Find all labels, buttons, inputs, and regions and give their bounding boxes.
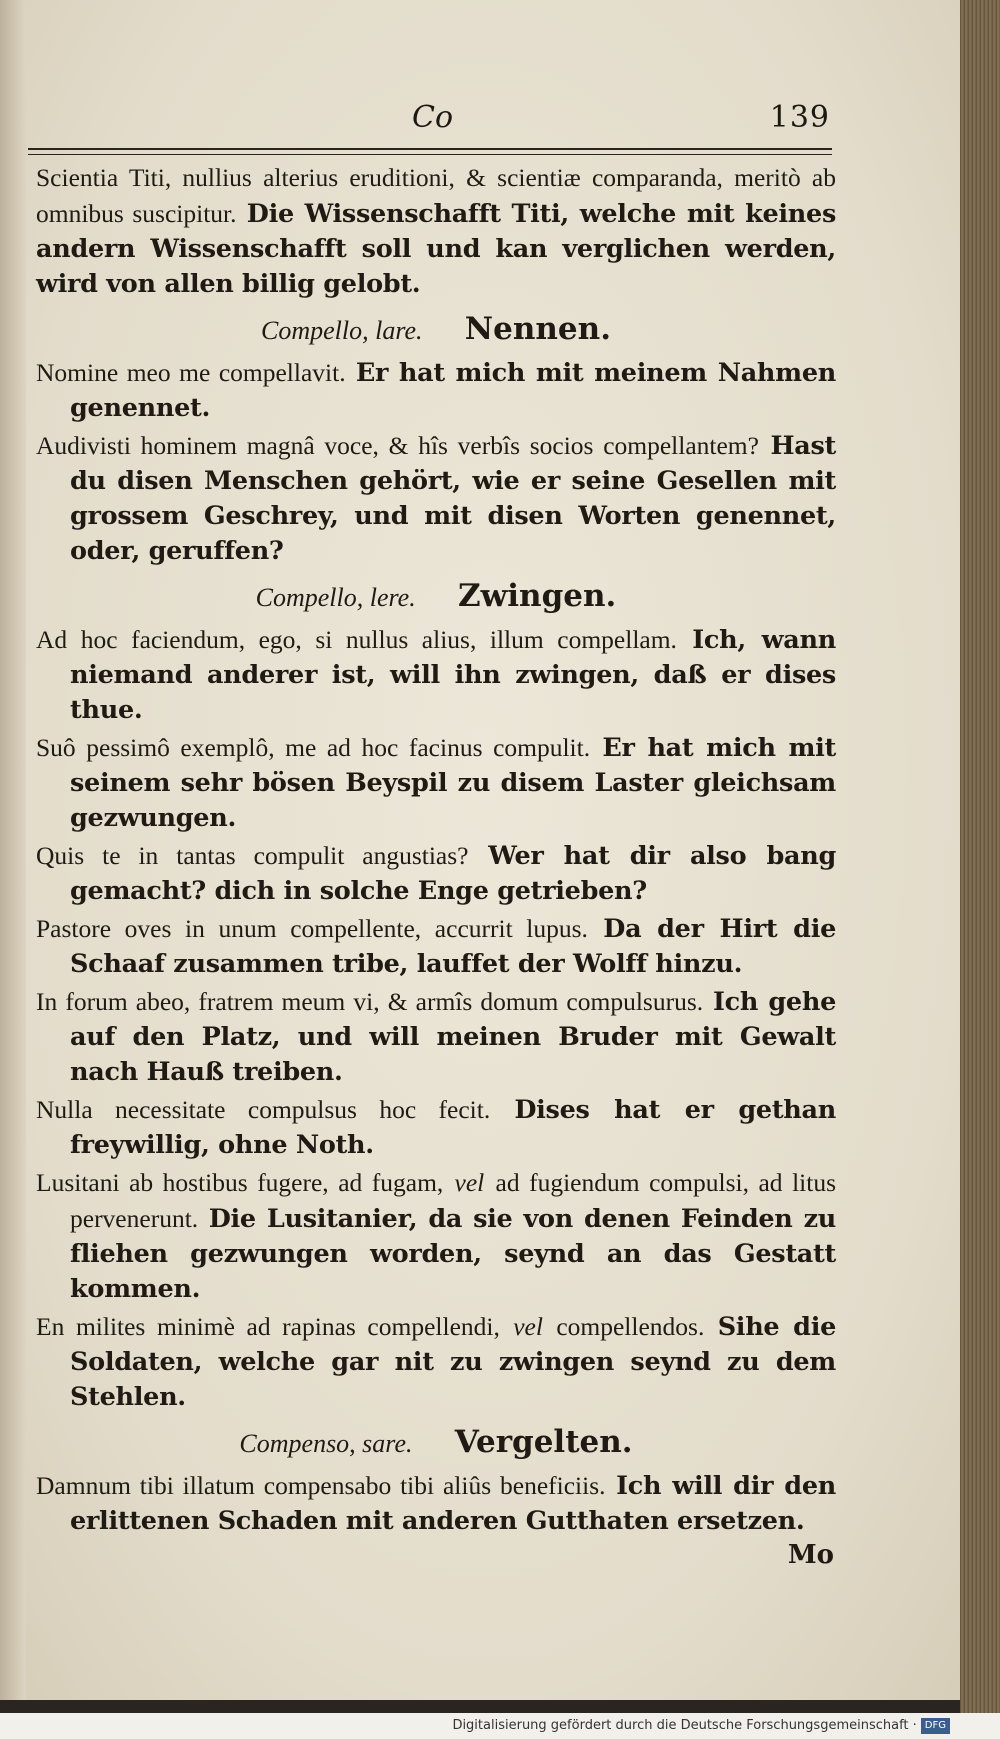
vel-word: vel xyxy=(513,1312,543,1341)
dictionary-entry xyxy=(36,1165,836,1307)
german-translation: Ich gehe auf den Platz, und will meinen Bruder mit Gewalt nach Hauß treiben. xyxy=(70,987,836,1087)
footer-text: Digitalisierung gefördert durch die Deutsche Forschungsgemeinschaft · xyxy=(452,1718,917,1733)
latin-phrase: Damnum tibi illatum compensabo tibi aliûs beneficiis. xyxy=(36,1471,606,1500)
latin-phrase: Scientia Titi, nullius alterius eruditioni, & scientiæ comparanda, meritò ab omnibus suscipitur. xyxy=(36,163,836,228)
dictionary-entry xyxy=(36,1092,836,1163)
running-header xyxy=(30,100,830,140)
vel-word: vel xyxy=(454,1168,485,1197)
headword-latin: Compello, lere. xyxy=(255,583,416,612)
header-title: Co xyxy=(412,100,454,135)
headword-latin: Compello, lare. xyxy=(261,316,423,345)
german-translation: Er hat mich mit meinem Nahmen genennet. xyxy=(70,358,837,423)
header-rule xyxy=(28,148,832,155)
dictionary-entry xyxy=(36,1309,836,1415)
headword-german: Nennen. xyxy=(464,311,611,347)
latin-phrase: Ad hoc faciendum, ego, si nullus alius, illum compellam. xyxy=(36,625,677,654)
german-translation: Ich, wann niemand anderer ist, will ihn zwingen, daß er dises thue. xyxy=(70,625,836,725)
latin-phrase: Pastore oves in unum compellente, accurrit lupus. xyxy=(36,914,588,943)
page-gutter xyxy=(0,0,26,1700)
german-translation: Die Wissenschafft Titi, welche mit keines andern Wissenschafft soll und kan verglichen werden, wird von allen billig gelobt. xyxy=(36,199,836,299)
german-translation: Ich will dir den erlittenen Schaden mit anderen Gutthaten ersetzen. xyxy=(70,1471,837,1536)
german-translation: Hast du disen Menschen gehört, wie er seine Gesellen mit grossem Geschrey, und mit disen Worten genennet, oder, geruffen? xyxy=(70,431,836,566)
german-translation: Da der Hirt die Schaaf zusammen tribe, lauffet der Wolff hinzu. xyxy=(70,914,837,979)
dictionary-entry xyxy=(36,730,836,836)
german-translation: Wer hat dir also bang gemacht? dich in solche Enge getrieben? xyxy=(70,841,836,906)
german-translation: Die Lusitanier, da sie von denen Feinden zu fliehen gezwungen worden, seynd an das Gestatt kommen. xyxy=(70,1204,836,1304)
dictionary-entry xyxy=(36,1468,836,1539)
dictionary-entry xyxy=(36,355,836,426)
latin-phrase: En milites minimè ad rapinas compellendi, xyxy=(36,1312,500,1341)
german-translation: Sihe die Soldaten, welche gar nit zu zwingen seynd zu dem Stehlen. xyxy=(70,1312,837,1412)
page-number: 139 xyxy=(769,100,830,135)
dictionary-entry xyxy=(36,984,836,1090)
digitization-footer xyxy=(0,1713,1000,1739)
latin-phrase: In forum abeo, fratrem meum vi, & armîs domum compulsurus. xyxy=(36,987,704,1016)
latin-phrase: Suô pessimô exemplô, me ad hoc facinus compulit. xyxy=(36,733,591,762)
dictionary-entry xyxy=(36,838,836,909)
headword-compello-lare xyxy=(36,312,836,349)
dictionary-entry xyxy=(36,911,836,982)
latin-phrase: Lusitani ab hostibus fugere, ad fugam, xyxy=(36,1168,444,1197)
headword-compello-lere xyxy=(36,579,836,616)
headword-latin: Compenso, sare. xyxy=(239,1429,413,1458)
dictionary-body xyxy=(36,160,836,1541)
dfg-logo-icon: DFG xyxy=(921,1718,950,1734)
headword-german: Zwingen. xyxy=(457,578,617,614)
latin-phrase: Nulla necessitate compulsus hoc fecit. xyxy=(36,1095,491,1124)
headword-compenso-sare xyxy=(36,1425,836,1462)
catchword: Mo xyxy=(787,1540,834,1570)
latin-phrase: ad fugiendum compulsi, ad litus pervenerunt. xyxy=(70,1168,836,1233)
german-translation: Er hat mich mit seinem sehr bösen Beyspil zu disem Laster gleichsam gezwungen. xyxy=(70,733,837,833)
book-fore-edge xyxy=(960,0,1000,1739)
dictionary-entry xyxy=(36,428,836,569)
latin-phrase: Quis te in tantas compulit angustias? xyxy=(36,841,469,870)
latin-phrase: Nomine meo me compellavit. xyxy=(36,358,346,387)
latin-phrase: compellendos. xyxy=(556,1312,705,1341)
dictionary-entry xyxy=(36,622,836,728)
german-translation: Dises hat er gethan freywillig, ohne Noth. xyxy=(70,1095,837,1160)
dictionary-entry xyxy=(36,160,836,302)
headword-german: Vergelten. xyxy=(454,1424,633,1460)
latin-phrase: Audivisti hominem magnâ voce, & hîs verbîs socios compellantem? xyxy=(36,431,759,460)
